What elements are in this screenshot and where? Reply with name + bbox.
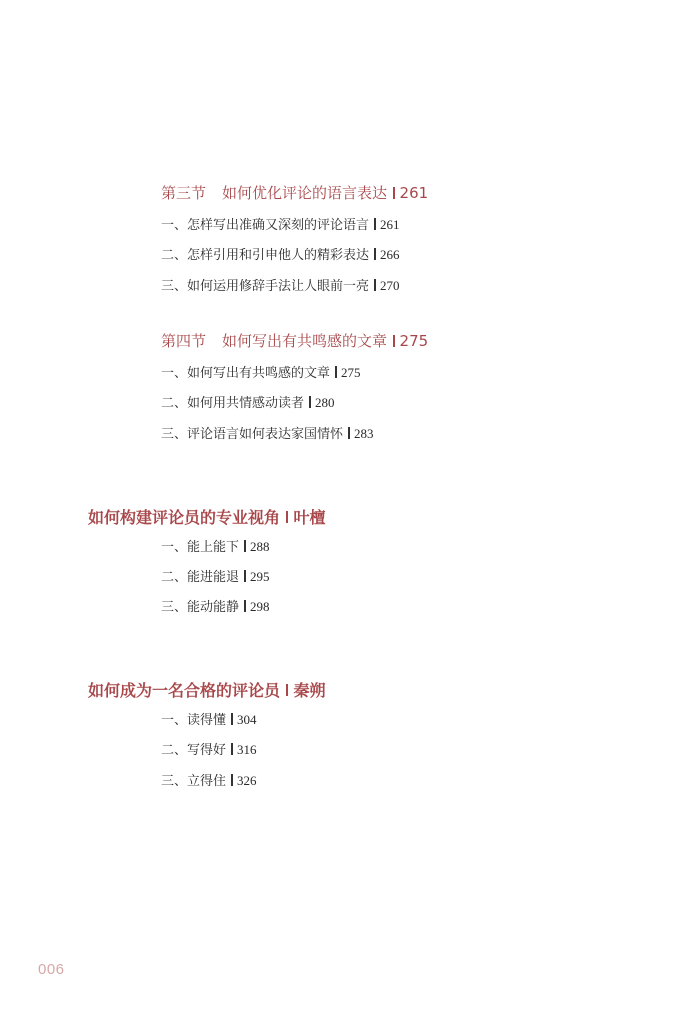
- separator-bar: [286, 684, 288, 696]
- toc-item-text: 三、能动能静: [161, 600, 240, 615]
- toc-item-page: 280: [315, 395, 335, 410]
- toc-item-page: 288: [250, 539, 270, 554]
- page-number: 006: [38, 961, 65, 978]
- separator-bar: [335, 366, 337, 378]
- toc-item-text: 二、写得好: [161, 743, 227, 758]
- toc-item: [161, 246, 400, 265]
- toc-item-page: 283: [354, 426, 374, 441]
- toc-item-text: 三、评论语言如何表达家国情怀: [161, 427, 344, 442]
- toc-item: [161, 394, 335, 413]
- toc-item: [161, 277, 400, 296]
- toc-item-text: 三、立得住: [161, 774, 227, 789]
- toc-item: [161, 216, 400, 235]
- toc-item-text: 一、能上能下: [161, 540, 240, 555]
- toc-item-page: 295: [250, 569, 270, 584]
- section-heading: [161, 331, 428, 351]
- toc-item: [161, 772, 257, 791]
- section-number: 第三节: [161, 184, 207, 202]
- toc-item-page: 266: [380, 247, 400, 262]
- section-number: 第四节: [161, 332, 207, 350]
- toc-item-text: 二、如何用共情感动读者: [161, 396, 305, 411]
- section-page: 261: [399, 184, 429, 202]
- toc-item-page: 261: [380, 217, 400, 232]
- separator-bar: [374, 218, 376, 230]
- toc-item-text: 一、如何写出有共鸣感的文章: [161, 366, 331, 381]
- toc-item-page: 316: [237, 742, 257, 757]
- toc-item-page: 270: [380, 278, 400, 293]
- section-title: 如何写出有共鸣感的文章: [222, 332, 388, 350]
- toc-item: [161, 568, 270, 587]
- toc-item: [161, 711, 257, 730]
- toc-item-page: 304: [237, 712, 257, 727]
- toc-item: [161, 538, 270, 557]
- separator-bar: [374, 279, 376, 291]
- toc-item: [161, 364, 361, 383]
- toc-item-text: 二、能进能退: [161, 570, 240, 585]
- toc-item: [161, 598, 270, 617]
- separator-bar: [231, 774, 233, 786]
- separator-bar: [393, 187, 395, 199]
- toc-item-page: 326: [237, 773, 257, 788]
- separator-bar: [393, 335, 395, 347]
- toc-item: [161, 425, 374, 444]
- separator-bar: [231, 713, 233, 725]
- chapter-author: 叶檀: [293, 508, 326, 527]
- separator-bar: [309, 396, 311, 408]
- chapter-heading: [88, 507, 326, 529]
- toc-item-text: 三、如何运用修辞手法让人眼前一亮: [161, 279, 370, 294]
- toc-item-text: 二、怎样引用和引申他人的精彩表达: [161, 248, 370, 263]
- separator-bar: [348, 427, 350, 439]
- chapter-title: 如何成为一名合格的评论员: [88, 681, 281, 700]
- chapter-title: 如何构建评论员的专业视角: [88, 508, 281, 527]
- separator-bar: [244, 600, 246, 612]
- separator-bar: [244, 540, 246, 552]
- toc-item: [161, 741, 257, 760]
- separator-bar: [286, 511, 288, 523]
- toc-item-text: 一、怎样写出准确又深刻的评论语言: [161, 218, 370, 233]
- toc-item-text: 一、读得懂: [161, 713, 227, 728]
- section-title: 如何优化评论的语言表达: [222, 184, 388, 202]
- chapter-heading: [88, 680, 326, 702]
- toc-item-page: 275: [341, 365, 361, 380]
- chapter-author: 秦朔: [293, 681, 326, 700]
- section-heading: [161, 183, 428, 203]
- section-page: 275: [399, 332, 429, 350]
- toc-item-page: 298: [250, 599, 270, 614]
- separator-bar: [231, 743, 233, 755]
- separator-bar: [374, 248, 376, 260]
- separator-bar: [244, 570, 246, 582]
